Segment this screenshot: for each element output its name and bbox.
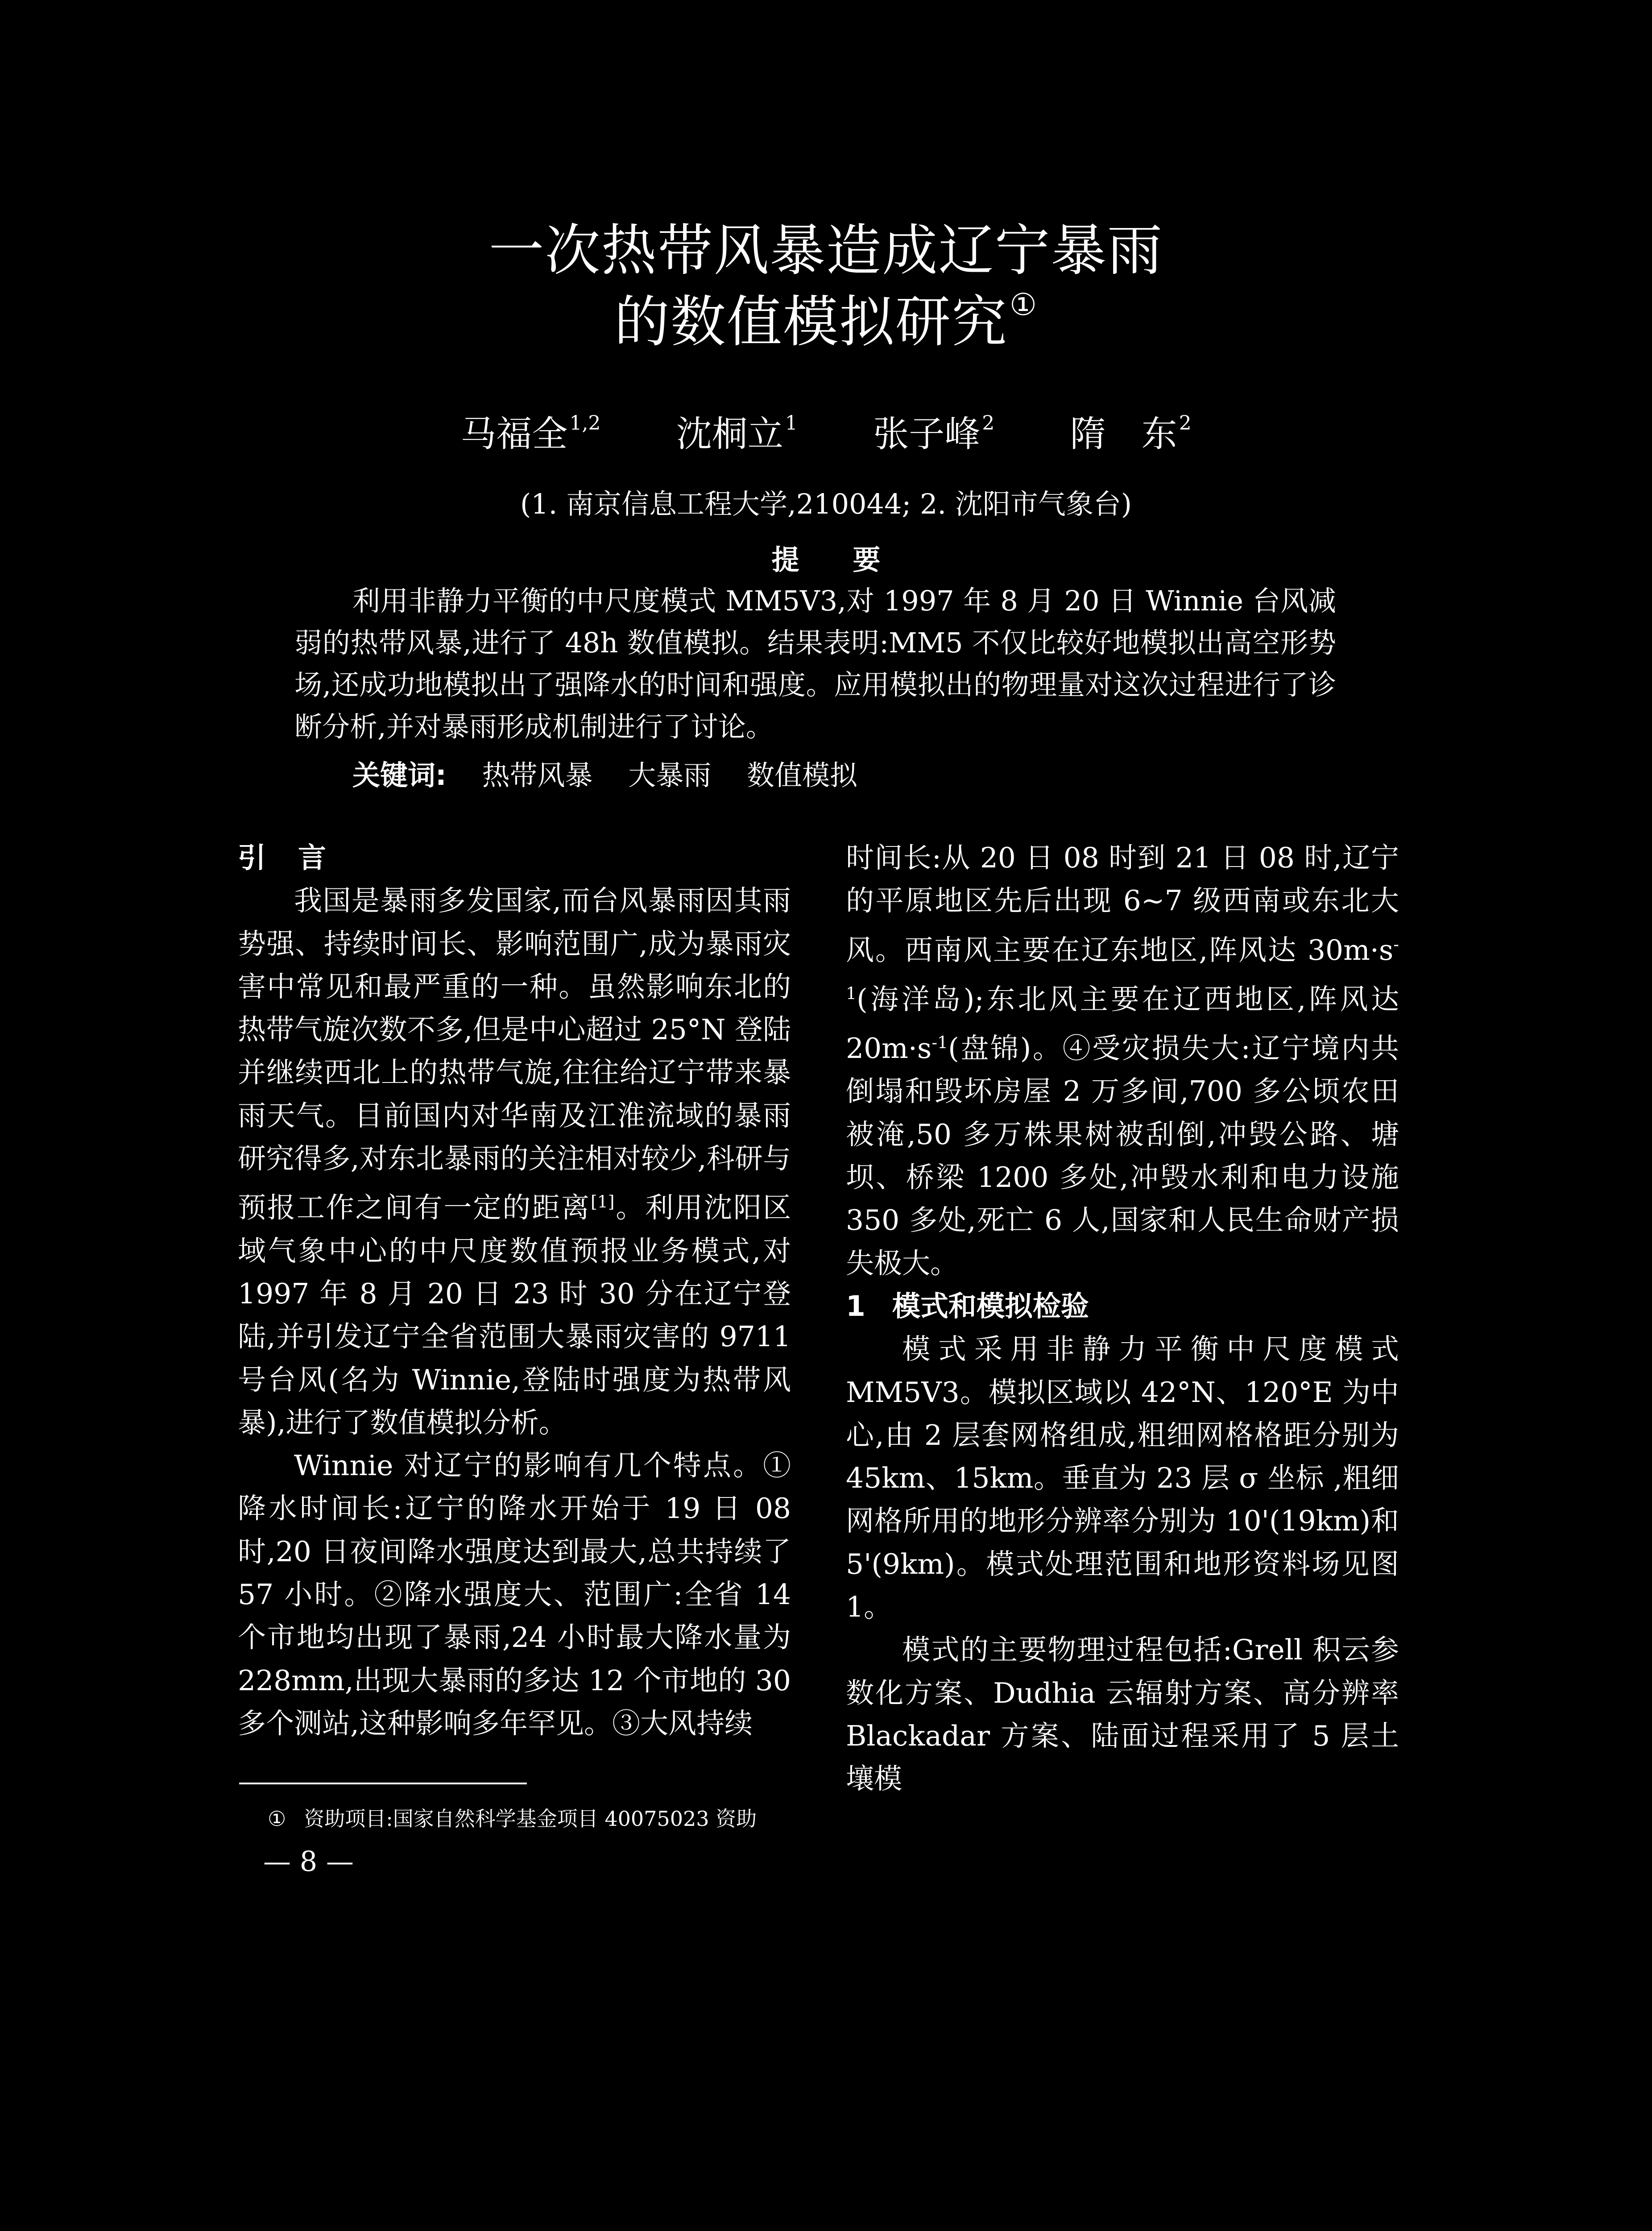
abstract bbox=[294, 580, 1336, 748]
left-column bbox=[238, 837, 791, 1745]
abstract-text: 利用非静力平衡的中尺度模式 MM5V3,对 1997 年 8 月 20 日 Winnie 台风减弱的热带风暴,进行了 48h 数值模拟。结果表明:MM5 不仅比较好地模拟出高空形势场,还成功地模拟出了强降水的时间和强度。应用模拟出的物理量对这次过程进行了诊断分析,并对暴雨形成机制进行了讨论。 bbox=[294, 585, 1336, 743]
affiliations: (1. 南京信息工程大学,210044; 2. 沈阳市气象台) bbox=[520, 488, 1132, 520]
right-column bbox=[846, 837, 1399, 1801]
author: 马福全$^{1,2}$ bbox=[460, 411, 601, 455]
paragraph: 模式的主要物理过程包括:Grell 积云参数化方案、Dudhia 云辐射方案、高分辨率 Blackadar 方案、陆面过程采用了 5 层土壤模 bbox=[846, 1634, 1399, 1796]
footnote-mark: ① bbox=[268, 1807, 286, 1831]
paragraph: 我国是暴雨多发国家,而台风暴雨因其雨势强、持续时间长、影响范围广,成为暴雨灾害中常见和最严重的一种。虽然影响东北的热带气旋次数不多,但是中心超过 25°N 登陆并继续西北上的热带气旋,往往给辽宁带来暴雨天气。目前国内对华南及江淮流域的暴雨研究得多,对东北暴雨的关注相对较少,科研与预报工作之间有一定的距离[1]。利用沈阳区域气象中心的中尺度数值预报业务模式,对 1997 年 8 月 20 日 23 时 30 分在辽宁登陆,并引发辽宁全省范围大暴雨灾害的 9711 号台风(名为 Winnie,登陆时强度为热带风暴),进行了数值模拟分析。 bbox=[238, 884, 791, 1439]
section-heading-1: 1 模式和模拟检验 bbox=[846, 1290, 1089, 1323]
title-footnote-mark: ① bbox=[1009, 287, 1038, 323]
keyword: 大暴雨 bbox=[628, 759, 712, 792]
keywords bbox=[352, 753, 884, 793]
section-heading-intro: 引言 bbox=[238, 842, 358, 874]
author: 隋 东$^2$ bbox=[1070, 411, 1192, 455]
citation: [1] bbox=[590, 1192, 615, 1212]
footnote-text: 资助项目:国家自然科学基金项目 40075023 资助 bbox=[304, 1807, 757, 1831]
title-line-2: 的数值模拟研究① bbox=[614, 287, 1038, 354]
keyword: 数值模拟 bbox=[746, 759, 857, 792]
paragraph: 时间长:从 20 日 08 时到 21 日 08 时,辽宁的平原地区先后出现 6~7 级西南或东北大风。西南风主要在辽东地区,阵风达 $30m\cdot s^{-1}$(海洋岛);东北风主要在辽西地区,阵风达 $20m\cdot s^{-1}$(盘锦)。④受灾损失大:辽宁境内共倒塌和毁坏房屋 2 万多间,700 多公顷农田被淹,50 多万株果树被刮倒,冲毁公路、塘坝、桥梁 1200 多处,冲毁水利和电力设施 350 多处,死亡 6 人,国家和人民生命财产损失极大。 bbox=[846, 842, 1399, 1280]
abstract-heading: 提要 bbox=[771, 543, 934, 576]
paragraph: 模式采用非静力平衡中尺度模式 MM5V3。模拟区域以 42°N、120°E 为中心,由 2 层套网格组成,粗细网格格距分别为 45km、15km。垂直为 23 层 σ 坐标 ,粗细网格所用的地形分辨率分别为 10'(19km)和 5'(9km)。模式处理范围和地形资料场见图 1。 bbox=[846, 1333, 1399, 1624]
paragraph: Winnie 对辽宁的影响有几个特点。①降水时间长:辽宁的降水开始于 19 日 08 时,20 日夜间降水强度达到最大,总共持续了 57 小时。②降水强度大、范围广:全省 14 个市地均出现了暴雨,24 小时最大降水量为 228mm,出现大暴雨的多达 12 个市地的 30 多个测站,这种影响多年罕见。③大风持续 bbox=[238, 1449, 791, 1740]
keyword: 热带风暴 bbox=[482, 759, 593, 792]
author: 沈桐立$^1$ bbox=[676, 411, 798, 455]
keywords-label: 关键词: bbox=[352, 759, 447, 792]
title-line-1: 一次热带风暴造成辽宁暴雨 bbox=[489, 219, 1163, 283]
footnote bbox=[268, 1803, 757, 1832]
footnote-divider bbox=[239, 1783, 527, 1784]
author-list bbox=[0, 405, 1652, 456]
page-number: — 8 — bbox=[263, 1845, 354, 1878]
author: 张子峰$^2$ bbox=[873, 411, 995, 455]
